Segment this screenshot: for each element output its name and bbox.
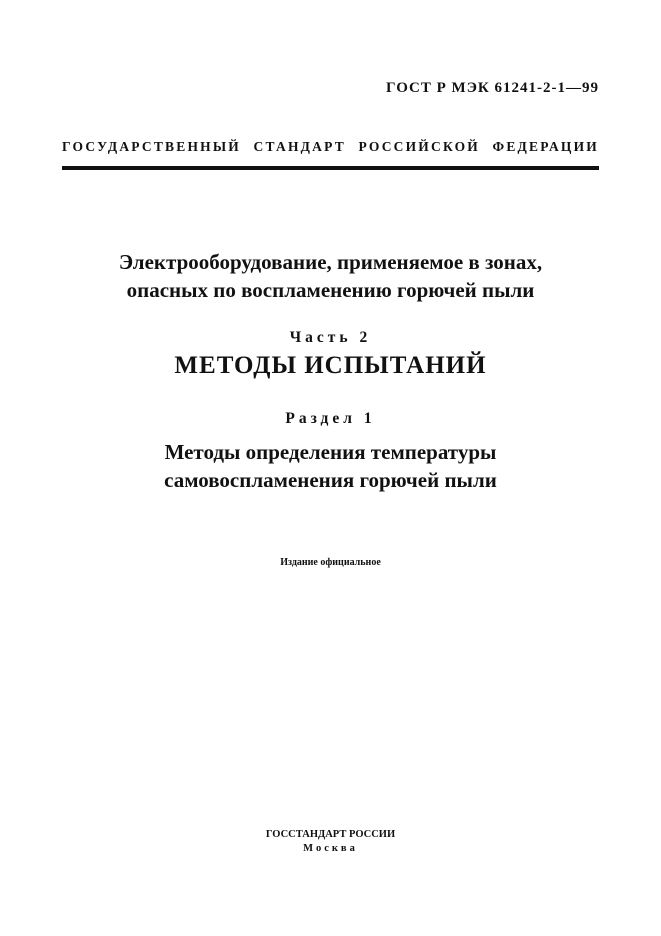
document-code: ГОСТ Р МЭК 61241-2-1—99 <box>386 80 599 96</box>
publisher: ГОССТАНДАРТ РОССИИ <box>265 829 396 840</box>
section-title <box>0 438 661 494</box>
header-divider <box>62 166 599 170</box>
edition-note: Издание официальное <box>280 557 381 568</box>
standard-header: ГОСУДАРСТВЕННЫЙ СТАНДАРТ РОССИЙСКОЙ ФЕДЕРАЦИИ <box>62 139 599 154</box>
document-title <box>0 248 661 304</box>
section-title-line-2: самовоспламенения горючей пыли <box>164 468 497 492</box>
part-title: МЕТОДЫ ИСПЫТАНИЙ <box>174 352 487 379</box>
section-title-line-1: Методы определения температуры <box>164 440 497 464</box>
section-label: Раздел 1 <box>285 410 376 427</box>
publication-city: Москва <box>303 843 358 854</box>
document-title-line-2: опасных по воспламенению горючей пыли <box>126 278 535 302</box>
part-label: Часть 2 <box>289 329 372 346</box>
document-title-line-1: Электрооборудование, применяемое в зонах, <box>118 250 543 274</box>
